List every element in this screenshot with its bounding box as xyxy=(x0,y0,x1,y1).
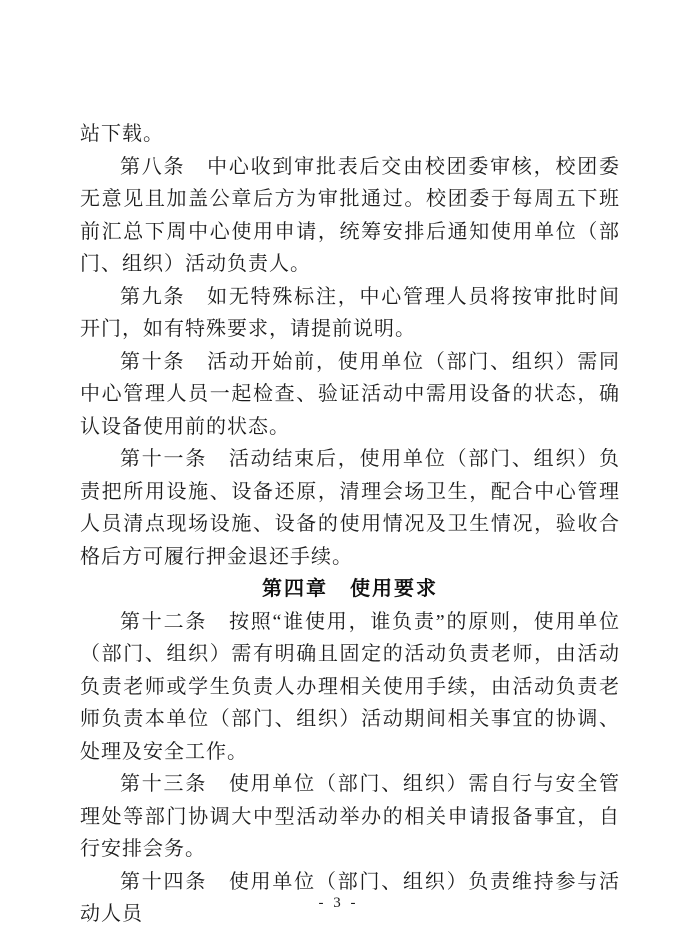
article-13-paragraph: 第十三条 使用单位（部门、组织）需自行与安全管理处等部门协调大中型活动举办的相关申请报备事宜，自行安排会务。 xyxy=(80,773,620,860)
article-10-paragraph: 第十条 活动开始前，使用单位（部门、组织）需同中心管理人员一起检查、验证活动中需用设备的状态，确认设备使用前的状态。 xyxy=(80,350,620,438)
page-number: - 3 - xyxy=(318,895,359,911)
article-9-paragraph: 第九条 如无特殊标注，中心管理人员将按审批时间开门，如有特殊要求，请提前说明。 xyxy=(80,285,620,340)
article-8-paragraph: 第八条 中心收到审批表后交由校团委审核，校团委无意见且加盖公章后方为审批通过。校团委于每周五下班前汇总下周中心使用申请，统筹安排后通知使用单位（部门、组织）活动负责人。 xyxy=(80,155,620,275)
article-14-paragraph: 第十四条 使用单位（部门、组织）负责维持参与活动人员 xyxy=(80,870,620,925)
article-12-paragraph: 第十二条 按照“谁使用，谁负责”的原则，使用单位（部门、组织）需有明确且固定的活动负责老师，由活动负责老师或学生负责人办理相关使用手续，由活动负责老师负责本单位（部门、组织）活动期间相关事宜的协调、处理及安全工作。 xyxy=(80,610,620,763)
document-body xyxy=(80,0,620,931)
chapter-4-heading: 第四章 使用要求 xyxy=(262,578,438,600)
article-11-paragraph: 第十一条 活动结束后，使用单位（部门、组织）负责把所用设施、设备还原，清理会场卫生，配合中心管理人员清点现场设施、设备的使用情况及卫生情况，验收合格后方可履行押金退还手续。 xyxy=(80,448,620,568)
continuation-paragraph: 站下载。 xyxy=(80,123,164,145)
